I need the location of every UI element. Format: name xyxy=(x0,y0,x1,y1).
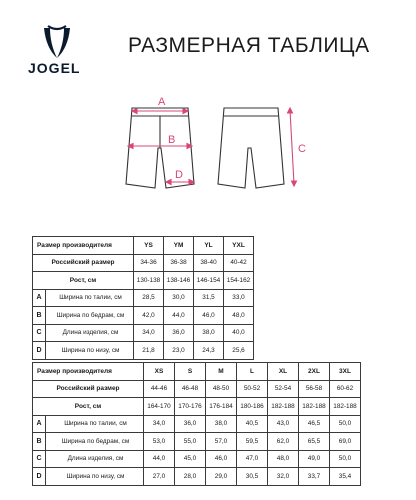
table-cell: 48-50 xyxy=(206,380,237,398)
table-cell: 40,5 xyxy=(237,415,268,433)
table-cell: 28,0 xyxy=(175,468,206,486)
logo-wordmark: JOGEL xyxy=(28,60,81,76)
table-cell: 46,0 xyxy=(206,450,237,468)
table-cell: 38,0 xyxy=(206,415,237,433)
table-cell: 28,5 xyxy=(134,289,164,307)
table-cell: 59,5 xyxy=(237,433,268,451)
table-row xyxy=(33,289,254,307)
row-letter: A xyxy=(33,289,46,307)
table-cell: 25,6 xyxy=(224,342,254,360)
table-cell: 53,0 xyxy=(144,433,175,451)
table-row-header xyxy=(33,363,361,381)
size-cell: 2XL xyxy=(299,363,330,381)
table-cell: 33,7 xyxy=(299,468,330,486)
table-cell: 50-52 xyxy=(237,380,268,398)
size-cell: L xyxy=(237,363,268,381)
table-cell: 30,0 xyxy=(164,289,194,307)
ru-size-label: Российский размер xyxy=(33,380,144,398)
row-letter: C xyxy=(33,324,46,342)
table-row xyxy=(33,324,254,342)
table-cell: 146-154 xyxy=(194,272,224,290)
table-row xyxy=(33,342,254,360)
row-label: Ширина по низу, см xyxy=(46,342,134,360)
row-letter: C xyxy=(33,450,46,468)
ru-size-label: Российский размер xyxy=(33,254,134,272)
table-row xyxy=(33,450,361,468)
row-label: Ширина по низу, см xyxy=(46,468,144,486)
table-cell: 48,0 xyxy=(268,450,299,468)
table-cell: 170-176 xyxy=(175,398,206,416)
size-cell: S xyxy=(175,363,206,381)
size-cell: YXL xyxy=(224,237,254,255)
table-cell: 45,0 xyxy=(175,450,206,468)
row-letter: A xyxy=(33,415,46,433)
table-cell: 44,0 xyxy=(164,307,194,325)
table-cell: 44,0 xyxy=(144,450,175,468)
size-table-kids xyxy=(32,236,254,360)
table-cell: 23,0 xyxy=(164,342,194,360)
table-cell: 50,0 xyxy=(330,415,361,433)
table-cell: 60-62 xyxy=(330,380,361,398)
table-cell: 180-186 xyxy=(237,398,268,416)
row-label: Длина изделия, см xyxy=(46,324,134,342)
table-cell: 57,0 xyxy=(206,433,237,451)
row-label: Ширина по бедрам, см xyxy=(46,307,134,325)
table-cell: 176-184 xyxy=(206,398,237,416)
table-cell: 35,4 xyxy=(330,468,361,486)
table-cell: 38-40 xyxy=(194,254,224,272)
page-title: РАЗМЕРНАЯ ТАБЛИЦА xyxy=(128,34,370,57)
table-cell: 164-170 xyxy=(144,398,175,416)
table-cell: 36,0 xyxy=(175,415,206,433)
table-cell: 27,0 xyxy=(144,468,175,486)
table-cell: 154-162 xyxy=(224,272,254,290)
table-cell: 56-58 xyxy=(299,380,330,398)
table-cell: 34-36 xyxy=(134,254,164,272)
table-cell: 30,5 xyxy=(237,468,268,486)
table-row-header xyxy=(33,237,254,255)
table-cell: 46-48 xyxy=(175,380,206,398)
size-cell: XS xyxy=(144,363,175,381)
table-cell: 42,0 xyxy=(134,307,164,325)
table-cell: 40,0 xyxy=(224,324,254,342)
table-cell: 36-38 xyxy=(164,254,194,272)
size-table-adult xyxy=(32,362,361,486)
table-cell: 182-188 xyxy=(268,398,299,416)
label-b: B xyxy=(168,134,176,146)
table-row-ru-size xyxy=(33,380,361,398)
row-letter: D xyxy=(33,342,46,360)
size-cell: XL xyxy=(268,363,299,381)
table-cell: 47,0 xyxy=(237,450,268,468)
header-label: Размер производителя xyxy=(33,237,134,255)
row-letter: D xyxy=(33,468,46,486)
table-cell: 34,0 xyxy=(134,324,164,342)
table-cell: 43,0 xyxy=(268,415,299,433)
table-row xyxy=(33,468,361,486)
table-cell: 21,8 xyxy=(134,342,164,360)
height-label: Рост, см xyxy=(33,272,134,290)
shorts-measurement-diagram xyxy=(118,96,308,206)
table-cell: 65,5 xyxy=(299,433,330,451)
label-a: A xyxy=(158,96,166,108)
table-cell: 50,0 xyxy=(330,450,361,468)
table-cell: 34,0 xyxy=(144,415,175,433)
table-cell: 182-188 xyxy=(299,398,330,416)
row-letter: B xyxy=(33,433,46,451)
table-cell: 46,0 xyxy=(194,307,224,325)
table-row-ru-size xyxy=(33,254,254,272)
row-label: Ширина по талии, см xyxy=(46,415,144,433)
table-cell: 32,0 xyxy=(268,468,299,486)
table-cell: 49,0 xyxy=(299,450,330,468)
table-cell: 33,0 xyxy=(224,289,254,307)
table-row-height xyxy=(33,398,361,416)
size-cell: YL xyxy=(194,237,224,255)
size-cell: M xyxy=(206,363,237,381)
table-cell: 69,0 xyxy=(330,433,361,451)
table-cell: 40-42 xyxy=(224,254,254,272)
row-label: Длина изделия, см xyxy=(46,450,144,468)
table-row xyxy=(33,433,361,451)
table-cell: 52-54 xyxy=(268,380,299,398)
header-label: Размер производителя xyxy=(33,363,144,381)
table-row-height xyxy=(33,272,254,290)
table-cell: 48,0 xyxy=(224,307,254,325)
table-cell: 55,0 xyxy=(175,433,206,451)
table-row xyxy=(33,415,361,433)
label-c: C xyxy=(298,143,306,155)
table-cell: 182-188 xyxy=(330,398,361,416)
height-label: Рост, см xyxy=(33,398,144,416)
table-cell: 29,0 xyxy=(206,468,237,486)
table-cell: 31,5 xyxy=(194,289,224,307)
size-cell: YS xyxy=(134,237,164,255)
size-cell: 3XL xyxy=(330,363,361,381)
table-cell: 130-138 xyxy=(134,272,164,290)
row-letter: B xyxy=(33,307,46,325)
table-row xyxy=(33,307,254,325)
row-label: Ширина по бедрам, см xyxy=(46,433,144,451)
table-cell: 36,0 xyxy=(164,324,194,342)
table-cell: 24,3 xyxy=(194,342,224,360)
table-cell: 138-146 xyxy=(164,272,194,290)
table-cell: 62,0 xyxy=(268,433,299,451)
table-cell: 44-46 xyxy=(144,380,175,398)
table-cell: 46,5 xyxy=(299,415,330,433)
table-cell: 38,0 xyxy=(194,324,224,342)
size-cell: YM xyxy=(164,237,194,255)
row-label: Ширина по талии, см xyxy=(46,289,134,307)
label-d: D xyxy=(175,169,183,181)
